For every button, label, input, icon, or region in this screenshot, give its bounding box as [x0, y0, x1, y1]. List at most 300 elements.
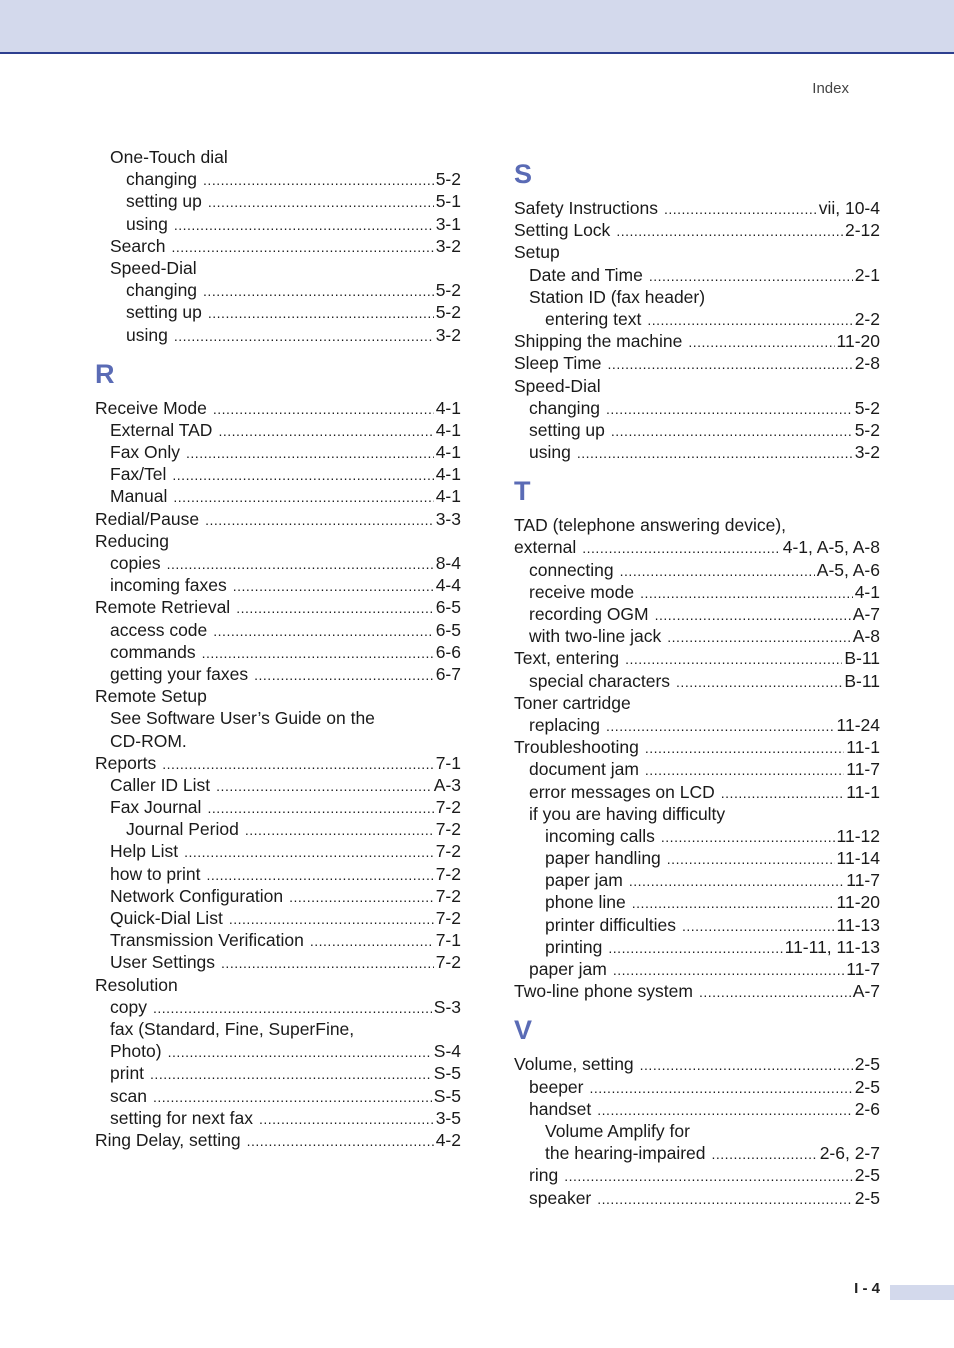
- dot-leader: [202, 642, 434, 664]
- index-entry: [95, 190, 461, 212]
- page-ref: 5-2: [435, 169, 461, 190]
- index-entry: [95, 796, 461, 818]
- index-term: Fax Only: [110, 442, 181, 463]
- dot-leader: [590, 1077, 853, 1099]
- index-term: the hearing-impaired: [545, 1143, 706, 1164]
- index-entry: [514, 670, 880, 692]
- index-entry: [514, 352, 880, 374]
- dot-leader: [640, 582, 853, 604]
- page-ref: 5-1: [435, 191, 461, 212]
- dot-leader: [233, 575, 434, 597]
- index-entry: [514, 1187, 880, 1209]
- index-term: copies: [110, 553, 161, 573]
- index-term: setting up: [529, 419, 605, 440]
- index-entry: [514, 847, 880, 869]
- page-ref: 4-1, A-5, A-8: [782, 537, 880, 558]
- dot-leader: [236, 597, 434, 619]
- page-ref: 2-2: [854, 308, 880, 329]
- index-term: See Software User’s Guide on the: [110, 708, 375, 729]
- index-entry: [95, 279, 461, 301]
- dot-leader: [608, 353, 853, 375]
- index-entry: [514, 625, 880, 647]
- index-term: Speed-Dial: [514, 375, 601, 396]
- page-ref: B-11: [844, 648, 880, 669]
- index-term: phone line: [545, 892, 626, 913]
- index-term: paper jam: [529, 959, 607, 979]
- page-ref: 7-1: [435, 930, 461, 951]
- page-ref: A-7: [852, 981, 880, 1002]
- index-term: Troubleshooting: [514, 737, 639, 758]
- index-term: setting up: [126, 191, 202, 212]
- index-entry: [95, 235, 461, 257]
- index-term: connecting: [529, 559, 614, 580]
- index-entry: [95, 441, 461, 463]
- index-entry: [514, 891, 880, 913]
- index-entry: [514, 264, 880, 286]
- page-ref: 11-7: [846, 870, 880, 891]
- index-entry: [514, 803, 880, 825]
- index-term: with two-line jack: [529, 626, 662, 647]
- dot-leader: [606, 715, 835, 737]
- index-term: setting for next fax: [110, 1107, 253, 1128]
- dot-leader: [247, 1130, 434, 1152]
- page-ref: 11-13: [836, 914, 880, 935]
- page-ref: 7-2: [435, 952, 461, 973]
- page-ref: 3-5: [435, 1107, 461, 1128]
- dot-leader: [655, 604, 851, 626]
- index-term: using: [126, 324, 168, 345]
- page-ref: A-7: [852, 604, 880, 624]
- page-ref: S-3: [433, 996, 461, 1017]
- page-ref: 7-1: [435, 752, 461, 773]
- index-entry: [95, 530, 461, 552]
- page-ref: 11-20: [836, 331, 880, 352]
- page-ref: 7-2: [435, 908, 461, 928]
- index-term: paper jam: [545, 870, 623, 891]
- index-entry: [514, 1053, 880, 1075]
- index-entry: [95, 257, 461, 279]
- dot-leader: [254, 664, 434, 686]
- index-term: Date and Time: [529, 264, 643, 285]
- header-band: [0, 0, 954, 54]
- dot-leader: [174, 325, 434, 347]
- page-ref: 6-6: [435, 641, 461, 662]
- page-ref: 6-7: [435, 663, 461, 684]
- index-entry: [514, 1076, 880, 1098]
- page-ref: 11-14: [836, 848, 880, 869]
- index-term: Reports: [95, 752, 157, 773]
- dot-leader: [647, 309, 852, 331]
- index-term: Reducing: [95, 530, 169, 551]
- index-term: handset: [529, 1098, 592, 1119]
- dot-leader: [688, 331, 834, 353]
- dot-leader: [721, 782, 844, 804]
- dot-leader: [162, 753, 433, 775]
- index-entry: [514, 514, 880, 536]
- page-ref: 11-20: [836, 892, 880, 913]
- index-entry: [514, 603, 880, 625]
- index-entry: [95, 397, 461, 419]
- page-ref: 2-6, 2-7: [819, 1143, 880, 1164]
- page-ref: 2-1: [854, 264, 880, 285]
- index-term: Resolution: [95, 974, 178, 995]
- index-entry: [95, 1129, 461, 1151]
- page-ref: 3-2: [854, 442, 880, 463]
- index-entry: [95, 1018, 461, 1040]
- index-term: printer difficulties: [545, 914, 676, 935]
- index-entry: [95, 1062, 461, 1084]
- index-term: Safety Instructions: [514, 198, 658, 218]
- index-entry: [95, 974, 461, 996]
- index-term: Remote Retrieval: [95, 597, 231, 618]
- dot-leader: [649, 265, 853, 287]
- index-term: Fax Journal: [110, 797, 202, 818]
- index-term: using: [529, 442, 571, 463]
- page-ref: A-8: [852, 626, 880, 647]
- index-term: Volume, setting: [514, 1054, 634, 1075]
- index-entry: [95, 863, 461, 885]
- dot-leader: [577, 442, 853, 464]
- index-term: Speed-Dial: [110, 257, 197, 278]
- page-ref: 11-1: [846, 737, 880, 758]
- index-term: Station ID (fax header): [529, 286, 706, 307]
- index-entry: [514, 1098, 880, 1120]
- index-entry: [514, 536, 880, 558]
- page-ref: vii, 10-4: [818, 198, 880, 218]
- dot-leader: [153, 1086, 432, 1108]
- index-entry: [514, 219, 880, 241]
- index-term: changing: [529, 397, 601, 418]
- index-entry: [95, 752, 461, 774]
- index-entry: [514, 559, 880, 581]
- dot-leader: [168, 1041, 432, 1063]
- dot-leader: [682, 915, 835, 937]
- index-term: recording OGM: [529, 604, 649, 624]
- index-entry: [95, 1040, 461, 1062]
- index-entry: [514, 441, 880, 463]
- index-entry: [514, 1164, 880, 1186]
- index-entry: [95, 485, 461, 507]
- dot-leader: [620, 560, 815, 582]
- page-ref: S-5: [433, 1063, 461, 1084]
- index-entry: [95, 596, 461, 618]
- index-term: changing: [126, 169, 198, 190]
- index-entry: [95, 619, 461, 641]
- index-entry: [95, 663, 461, 685]
- index-term: CD-ROM.: [110, 730, 187, 751]
- index-entry: [514, 647, 880, 669]
- page-ref: 5-2: [854, 397, 880, 418]
- section-letter: S: [514, 159, 533, 189]
- index-term: error messages on LCD: [529, 781, 715, 802]
- index-entry: [514, 581, 880, 603]
- dot-leader: [712, 1143, 818, 1165]
- dot-leader: [616, 220, 843, 242]
- page-ref: 11-12: [836, 825, 880, 846]
- page-ref: B-11: [844, 670, 880, 691]
- index-entry: [95, 730, 461, 752]
- page-ref: 7-2: [435, 841, 461, 862]
- index-term: speaker: [529, 1187, 592, 1208]
- index-entry: [514, 419, 880, 441]
- index-entry: [95, 419, 461, 441]
- running-title: Index: [812, 80, 849, 97]
- index-entry: [514, 375, 880, 397]
- dot-leader: [173, 486, 433, 508]
- index-entry: [95, 996, 461, 1018]
- index-term: entering text: [545, 308, 642, 329]
- index-term: Fax/Tel: [110, 464, 167, 485]
- page-ref: 4-1: [435, 442, 461, 463]
- index-term: getting your faxes: [110, 663, 249, 684]
- index-term: how to print: [110, 863, 201, 884]
- index-term: Manual: [110, 486, 168, 507]
- dot-leader: [629, 870, 844, 892]
- index-entry: [95, 508, 461, 530]
- index-term: ring: [529, 1165, 559, 1186]
- dot-leader: [625, 648, 842, 670]
- dot-leader: [667, 848, 835, 870]
- dot-leader: [582, 537, 780, 559]
- page-ref: 4-1: [435, 464, 461, 485]
- index-term: Sleep Time: [514, 353, 602, 374]
- dot-leader: [699, 981, 851, 1003]
- dot-leader: [667, 626, 850, 648]
- index-entry: [514, 397, 880, 419]
- index-entry: [514, 692, 880, 714]
- dot-leader: [245, 819, 434, 841]
- index-entry: [95, 574, 461, 596]
- index-term: Transmission Verification: [110, 930, 304, 951]
- index-term: replacing: [529, 714, 601, 735]
- section-letter: R: [95, 358, 115, 389]
- index-term: copy: [110, 996, 147, 1017]
- page-ref: 7-2: [435, 885, 461, 906]
- index-term: paper handling: [545, 848, 661, 869]
- index-term: Ring Delay, setting: [95, 1129, 241, 1150]
- dot-leader: [664, 198, 817, 220]
- dot-leader: [606, 398, 853, 420]
- index-term: Photo): [110, 1041, 162, 1062]
- index-term: beeper: [529, 1076, 584, 1097]
- dot-leader: [661, 826, 835, 848]
- index-entry: [95, 929, 461, 951]
- index-entry: [95, 552, 461, 574]
- index-term: incoming faxes: [110, 575, 227, 596]
- page-ref: 11-7: [846, 959, 880, 979]
- index-term: Two-line phone system: [514, 981, 693, 1002]
- page-ref: 4-4: [435, 575, 461, 596]
- index-term: Network Configuration: [110, 885, 284, 906]
- page-ref: 3-2: [435, 235, 461, 256]
- page-ref: 2-5: [854, 1054, 880, 1075]
- index-entry: [514, 914, 880, 936]
- index-entry: [95, 1107, 461, 1129]
- page-ref: S-4: [433, 1041, 461, 1062]
- index-entry: [514, 241, 880, 263]
- dot-leader: [613, 959, 844, 981]
- dot-leader: [213, 620, 433, 642]
- dot-leader: [186, 442, 434, 464]
- page-ref: 6-5: [435, 597, 461, 618]
- footer-bar: [890, 1285, 954, 1300]
- index-term: Setting Lock: [514, 220, 611, 241]
- dot-leader: [167, 553, 434, 575]
- index-term: printing: [545, 936, 603, 957]
- index-term: Search: [110, 235, 166, 256]
- index-term: Text, entering: [514, 648, 620, 669]
- dot-leader: [564, 1165, 853, 1187]
- dot-leader: [645, 759, 844, 781]
- page-ref: 3-2: [435, 324, 461, 345]
- page-ref: 4-1: [854, 581, 880, 602]
- page-ref: 5-2: [854, 419, 880, 440]
- index-term: document jam: [529, 759, 639, 780]
- index-term: Receive Mode: [95, 397, 207, 418]
- index-entry: [95, 146, 461, 168]
- index-term: Journal Period: [126, 819, 239, 840]
- index-term: Caller ID List: [110, 774, 211, 795]
- index-term: scan: [110, 1085, 147, 1106]
- index-entry: [95, 818, 461, 840]
- index-entry: [95, 641, 461, 663]
- index-entry: [514, 869, 880, 891]
- index-entry: [95, 951, 461, 973]
- index-entry: [514, 825, 880, 847]
- dot-leader: [205, 509, 434, 531]
- index-term: Toner cartridge: [514, 692, 631, 713]
- index-term: external: [514, 537, 577, 558]
- index-entry: [95, 840, 461, 862]
- index-term: TAD (telephone answering device),: [514, 515, 787, 536]
- index-term: using: [126, 213, 168, 234]
- page-ref: A-3: [433, 774, 461, 795]
- index-term: User Settings: [110, 952, 216, 973]
- page-ref: 2-6: [854, 1098, 880, 1119]
- dot-leader: [171, 236, 433, 258]
- index-column-left: [95, 146, 461, 1151]
- page-ref: 5-2: [435, 280, 461, 301]
- dot-leader: [184, 841, 434, 863]
- index-term: Remote Setup: [95, 686, 207, 707]
- section-letter: V: [514, 1015, 533, 1046]
- dot-leader: [208, 191, 434, 213]
- index-entry: [514, 781, 880, 803]
- index-entry: [514, 714, 880, 736]
- index-term: special characters: [529, 670, 671, 691]
- index-entry: [514, 958, 880, 980]
- page-ref: 2-8: [854, 353, 880, 374]
- page-ref: 4-1: [435, 419, 461, 440]
- index-term: incoming calls: [545, 825, 655, 846]
- index-entry: [95, 463, 461, 485]
- index-entry: [514, 330, 880, 352]
- page-ref: 2-5: [854, 1165, 880, 1186]
- index-entry: [95, 168, 461, 190]
- page-ref: 4-1: [435, 486, 461, 507]
- index-entry: [95, 907, 461, 929]
- index-entry: [514, 286, 880, 308]
- page-ref: 4-2: [435, 1129, 461, 1150]
- dot-leader: [310, 930, 434, 952]
- page-ref: 5-2: [435, 302, 461, 323]
- dot-leader: [174, 214, 434, 236]
- index-term: access code: [110, 619, 208, 640]
- dot-leader: [645, 737, 844, 759]
- index-term: setting up: [126, 302, 202, 323]
- index-entry: [514, 736, 880, 758]
- page-ref: 11-11, 11-13: [784, 936, 880, 957]
- page-ref: 2-12: [844, 220, 880, 241]
- dot-leader: [216, 775, 432, 797]
- dot-leader: [203, 169, 434, 191]
- dot-leader: [153, 997, 432, 1019]
- page-number: I - 4: [854, 1280, 880, 1297]
- index-entry: [95, 213, 461, 235]
- dot-leader: [207, 797, 433, 819]
- index-term: changing: [126, 280, 198, 301]
- index-entry: [514, 1120, 880, 1142]
- dot-leader: [208, 302, 434, 324]
- index-entry: [514, 936, 880, 958]
- index-term: if you are having difficulty: [529, 803, 726, 824]
- index-term: Help List: [110, 841, 179, 862]
- page-ref: 11-24: [836, 714, 880, 735]
- index-term: One-Touch dial: [110, 147, 228, 167]
- index-entry: [514, 197, 880, 219]
- dot-leader: [259, 1108, 434, 1130]
- page-ref: 6-5: [435, 619, 461, 640]
- index-term: Shipping the machine: [514, 331, 683, 352]
- dot-leader: [229, 908, 434, 930]
- index-entry: [514, 308, 880, 330]
- index-term: External TAD: [110, 419, 213, 440]
- dot-leader: [608, 937, 782, 959]
- section-letter: T: [514, 476, 531, 507]
- index-entry: [95, 1085, 461, 1107]
- index-term: Redial/Pause: [95, 508, 200, 529]
- dot-leader: [289, 886, 434, 908]
- dot-leader: [676, 671, 842, 693]
- index-entry: [95, 707, 461, 729]
- dot-leader: [221, 952, 434, 974]
- dot-leader: [203, 280, 434, 302]
- index-entry: [514, 1142, 880, 1164]
- page-ref: 7-2: [435, 797, 461, 818]
- page-ref: 8-4: [435, 553, 461, 573]
- dot-leader: [150, 1063, 432, 1085]
- page-ref: 7-2: [435, 819, 461, 840]
- dot-leader: [597, 1099, 852, 1121]
- page-ref: 4-1: [435, 397, 461, 418]
- dot-leader: [597, 1188, 852, 1210]
- page-ref: 7-2: [435, 863, 461, 884]
- page-ref: 2-5: [854, 1076, 880, 1097]
- dot-leader: [172, 464, 433, 486]
- index-term: Setup: [514, 242, 560, 263]
- index-term: Quick-Dial List: [110, 908, 223, 928]
- dot-leader: [640, 1054, 853, 1076]
- index-entry: [514, 758, 880, 780]
- index-entry: [95, 685, 461, 707]
- page-ref: 11-7: [846, 759, 880, 780]
- index-term: receive mode: [529, 581, 635, 602]
- dot-leader: [218, 420, 433, 442]
- page-ref: A-5, A-6: [816, 559, 880, 580]
- dot-leader: [206, 864, 433, 886]
- index-entry: [95, 885, 461, 907]
- index-column-right: [514, 146, 880, 1209]
